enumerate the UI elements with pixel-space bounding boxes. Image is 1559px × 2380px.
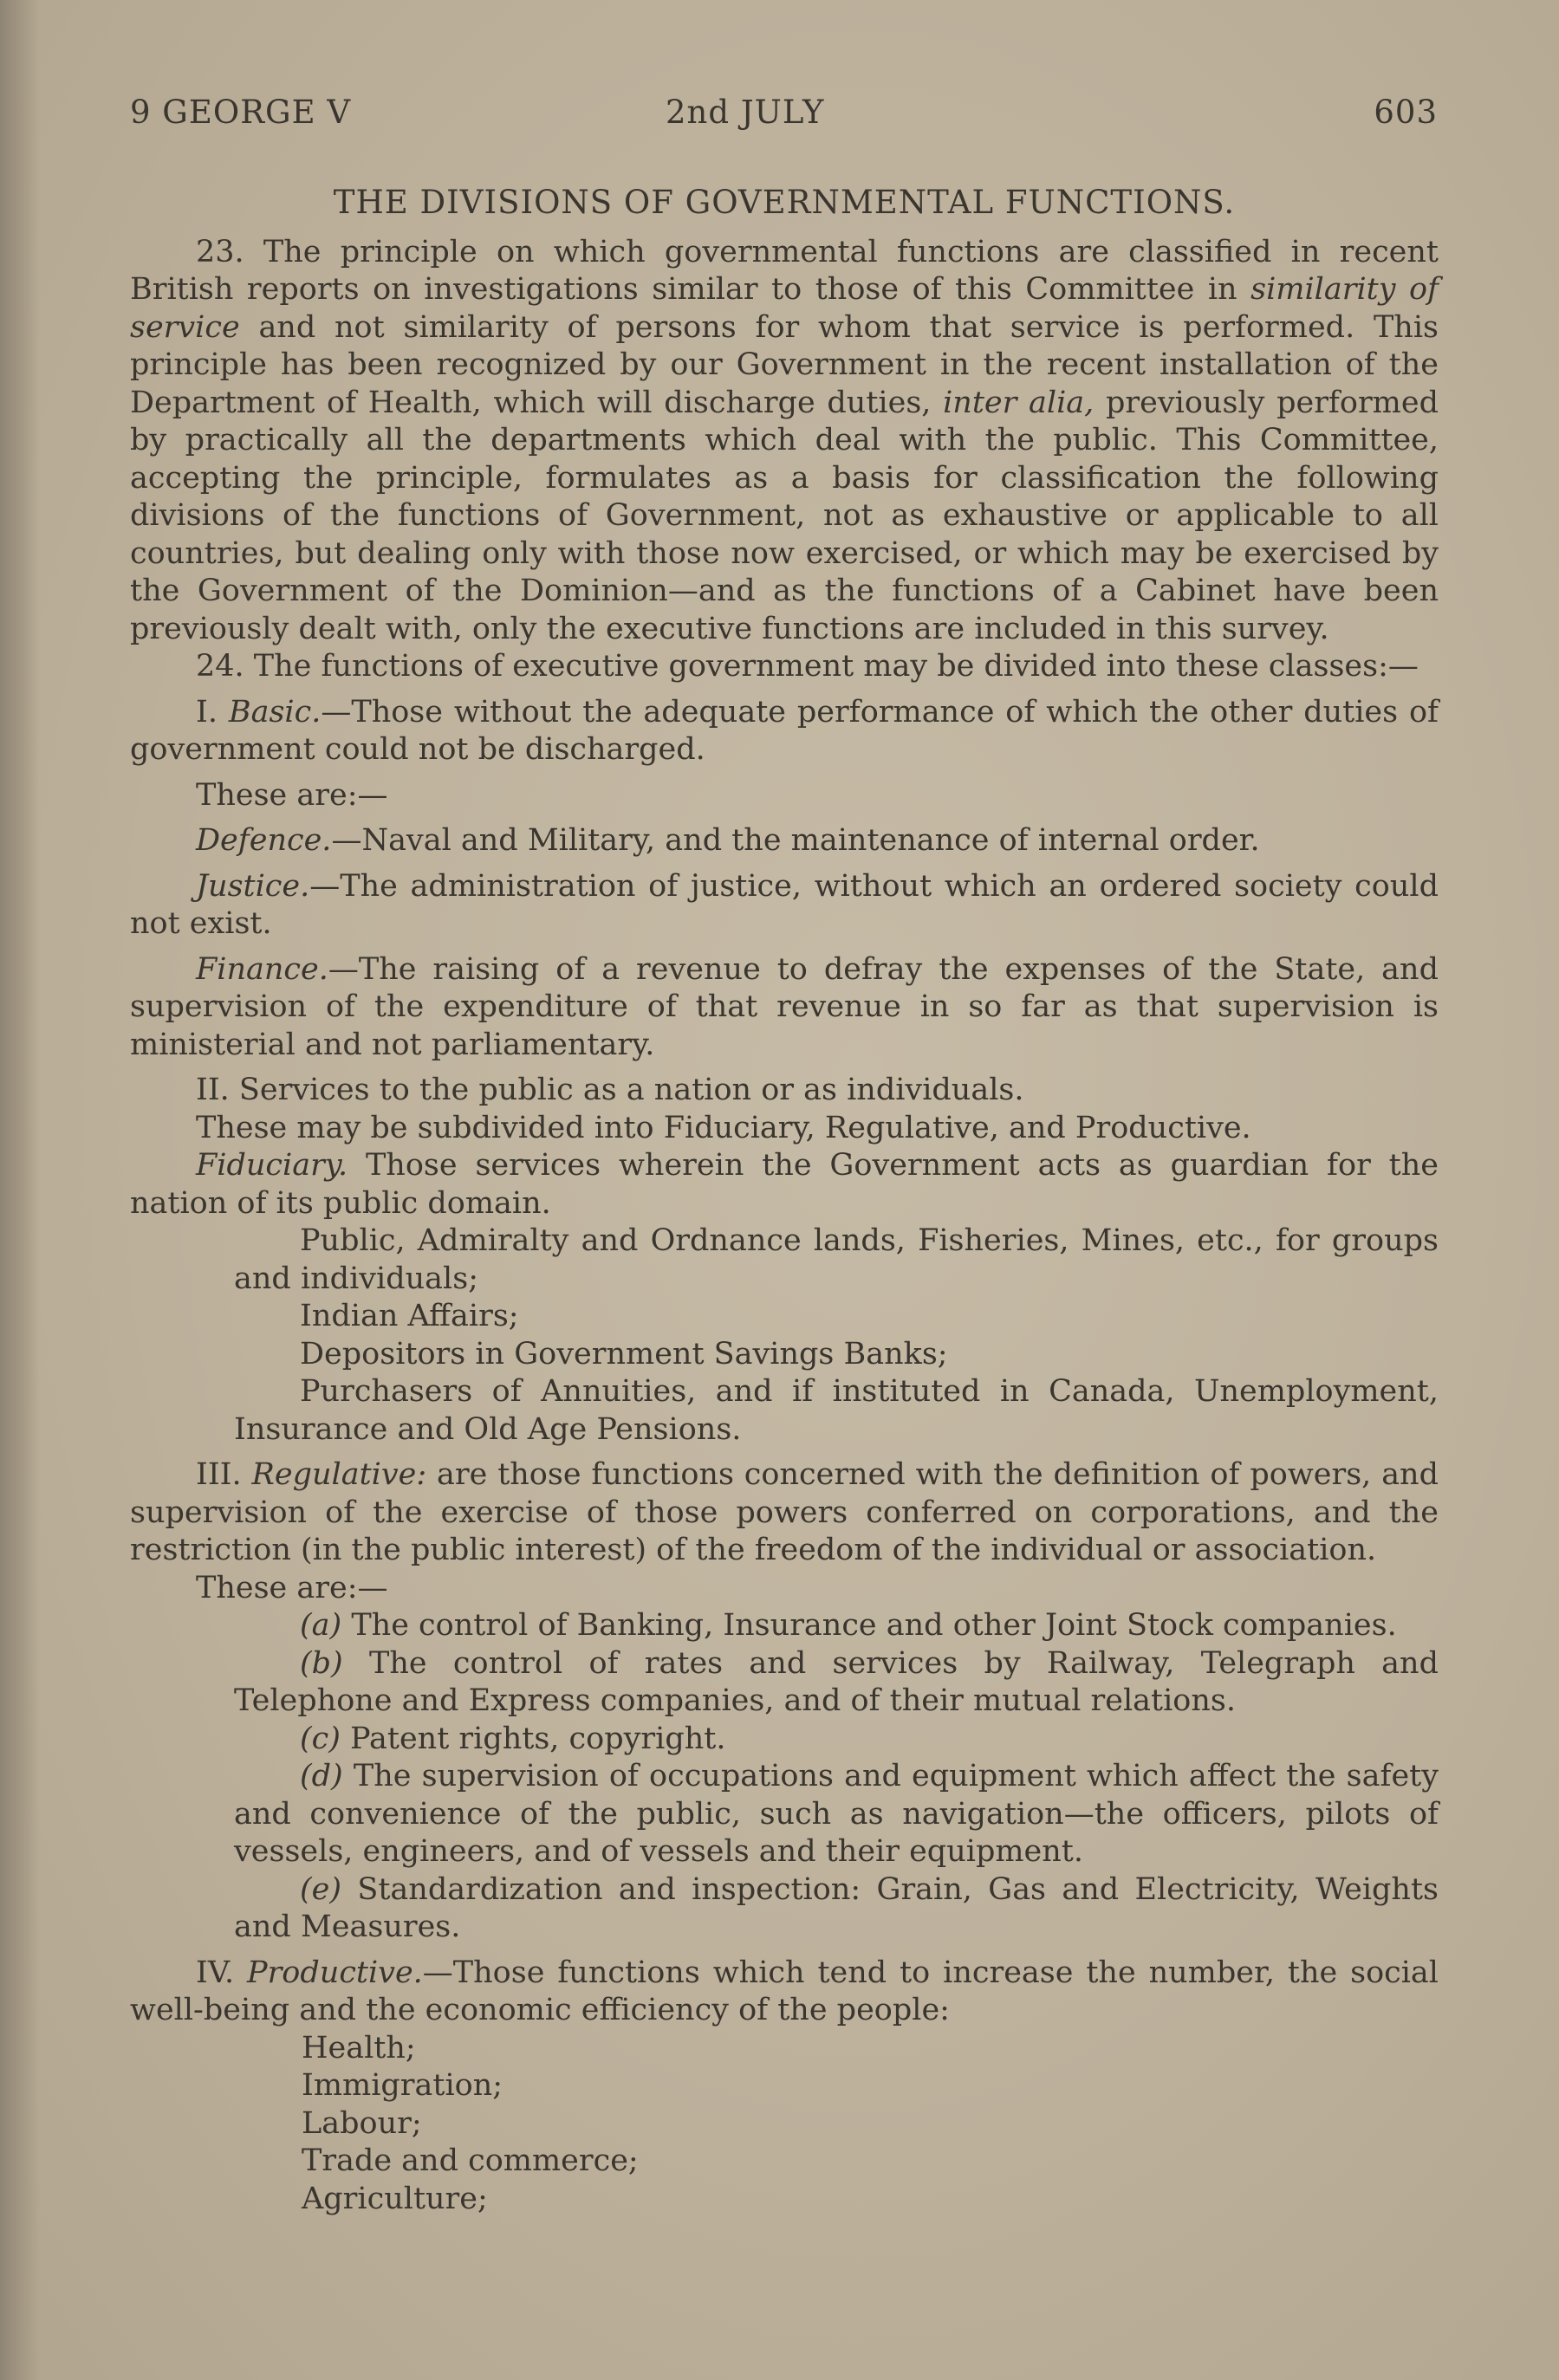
justice-label: Justice. [196, 868, 310, 904]
regulative-these-are: These are:— [196, 1570, 388, 1605]
para23-emphasis-inter-alia: inter alia, [943, 385, 1095, 420]
page-number: 603 [1374, 94, 1438, 131]
item-text: Standardization and inspection: Grain, Gas and Electricity, Weights and Measures. [234, 1871, 1439, 1944]
class-basic [130, 694, 1439, 769]
list-item [234, 1721, 1439, 1759]
para23-emphasis-similarity: similarity of service [130, 272, 1439, 345]
regulative-label: Regulative: [251, 1457, 427, 1492]
finance-label: Finance. [196, 951, 328, 987]
list-item [234, 1607, 1439, 1645]
item-fiduciary [130, 1147, 1439, 1222]
item-finance [130, 951, 1439, 1065]
header-date: 2nd JULY [666, 94, 825, 131]
productive-list [302, 2030, 1439, 2219]
item-defence [130, 822, 1439, 860]
productive-number: IV. [196, 1955, 248, 1990]
list-item: Depositors in Government Savings Banks; [300, 1336, 948, 1372]
body-text [130, 184, 1439, 2218]
para23-text-a: 23. The principle on which governmental functions are classified in recent British reports on investigations similar to those of this Committee in [130, 234, 1439, 307]
list-item: Labour; [302, 2105, 422, 2141]
item-text: The supervision of occupations and equipment which affect the safety and convenience of the public, such as navigation—the officers, pilots of vessels, engineers, and of vessels and their equipment. [234, 1759, 1439, 1869]
section-title: THE DIVISIONS OF GOVERNMENTAL FUNCTIONS. [333, 184, 1236, 221]
services-subdivision: These may be subdivided into Fiduciary, Regulative, and Productive. [196, 1110, 1251, 1145]
item-mark: (a) [300, 1608, 342, 1643]
paragraph-23 [130, 234, 1439, 649]
para23-text-e: previously performed by practically all the departments which deal with the public. This Committee, accepting the principle, formulates as a basis for classification the following divisions of the functions of Government, not as exhaustive or applicable to all countries, but dealing only with those now exercised, or which may be exercised by the Government of the Dominion—and as the functions of a Cabinet have been previously dealt with, only the executive functions are included in this survey. [130, 385, 1439, 646]
justice-text: —The administration of justice, without which an ordered society could not exist. [130, 868, 1439, 941]
page-binding-edge [0, 0, 40, 2380]
paragraph-24: 24. The functions of executive government may be divided into these classes:— [196, 649, 1419, 684]
basic-number: I. [196, 694, 229, 730]
item-mark: (c) [300, 1721, 341, 1756]
list-item: Trade and commerce; [302, 2143, 639, 2178]
list-item: Public, Admiralty and Ordnance lands, Fisheries, Mines, etc., for groups and individuals; [234, 1223, 1439, 1296]
running-header [130, 94, 1438, 137]
defence-text: —Naval and Military, and the maintenance of internal order. [331, 823, 1260, 858]
list-item: Immigration; [302, 2068, 503, 2103]
para23-text-c: and not similarity of persons for whom that service is performed. This principle has been recognized by our Government in the recent installation of the Department of Health, which will discharge duties, [130, 309, 1439, 420]
regulative-number: III. [196, 1457, 252, 1492]
class-productive [130, 1955, 1439, 2030]
finance-text: —The raising of a revenue to defray the expenses of the State, and supervision of the expenditure of that revenue in so far as that supervision is ministerial and not parliamentary. [130, 951, 1439, 1062]
productive-label: Productive. [247, 1955, 423, 1990]
item-text: The control of Banking, Insurance and other Joint Stock companies. [341, 1608, 1397, 1643]
item-text: The control of rates and services by Railway, Telegraph and Telephone and Express companies, and of their mutual relations. [234, 1645, 1439, 1718]
header-regnal-year: 9 GEORGE V [130, 94, 352, 131]
list-item [234, 1871, 1439, 1947]
basic-these-are: These are:— [196, 777, 388, 813]
list-item: Agriculture; [302, 2181, 488, 2216]
defence-label: Defence. [196, 823, 332, 858]
fiduciary-text: Those services wherein the Government acts as guardian for the nation of its public domain. [130, 1148, 1439, 1221]
list-item [234, 1645, 1439, 1721]
class-regulative [130, 1456, 1439, 1570]
fiduciary-list [234, 1222, 1439, 1449]
item-mark: (b) [300, 1645, 343, 1681]
regulative-text: are those functions concerned with the definition of powers, and supervision of the exercise of those powers conferred on corporations, and the restriction (in the public interest) of the freedom of the individual or association. [130, 1457, 1439, 1567]
fiduciary-label: Fiduciary. [196, 1148, 348, 1183]
basic-text: —Those without the adequate performance of which the other duties of government could not be discharged. [130, 694, 1439, 767]
class-services: II. Services to the public as a nation or as individuals. [196, 1073, 1024, 1107]
item-mark: (d) [300, 1759, 343, 1793]
list-item [234, 1758, 1439, 1871]
item-text: Patent rights, copyright. [340, 1721, 726, 1756]
basic-label: Basic. [228, 694, 322, 730]
productive-text: —Those functions which tend to increase the number, the social well-being and the economic efficiency of the people: [130, 1955, 1439, 2027]
item-justice [130, 868, 1439, 944]
list-item: Indian Affairs; [300, 1299, 519, 1333]
item-mark: (e) [300, 1871, 342, 1907]
list-item: Health; [302, 2030, 416, 2065]
regulative-list [234, 1607, 1439, 1947]
list-item: Purchasers of Annuities, and if instituted in Canada, Unemployment, Insurance and Old Age Pensions. [234, 1374, 1439, 1447]
